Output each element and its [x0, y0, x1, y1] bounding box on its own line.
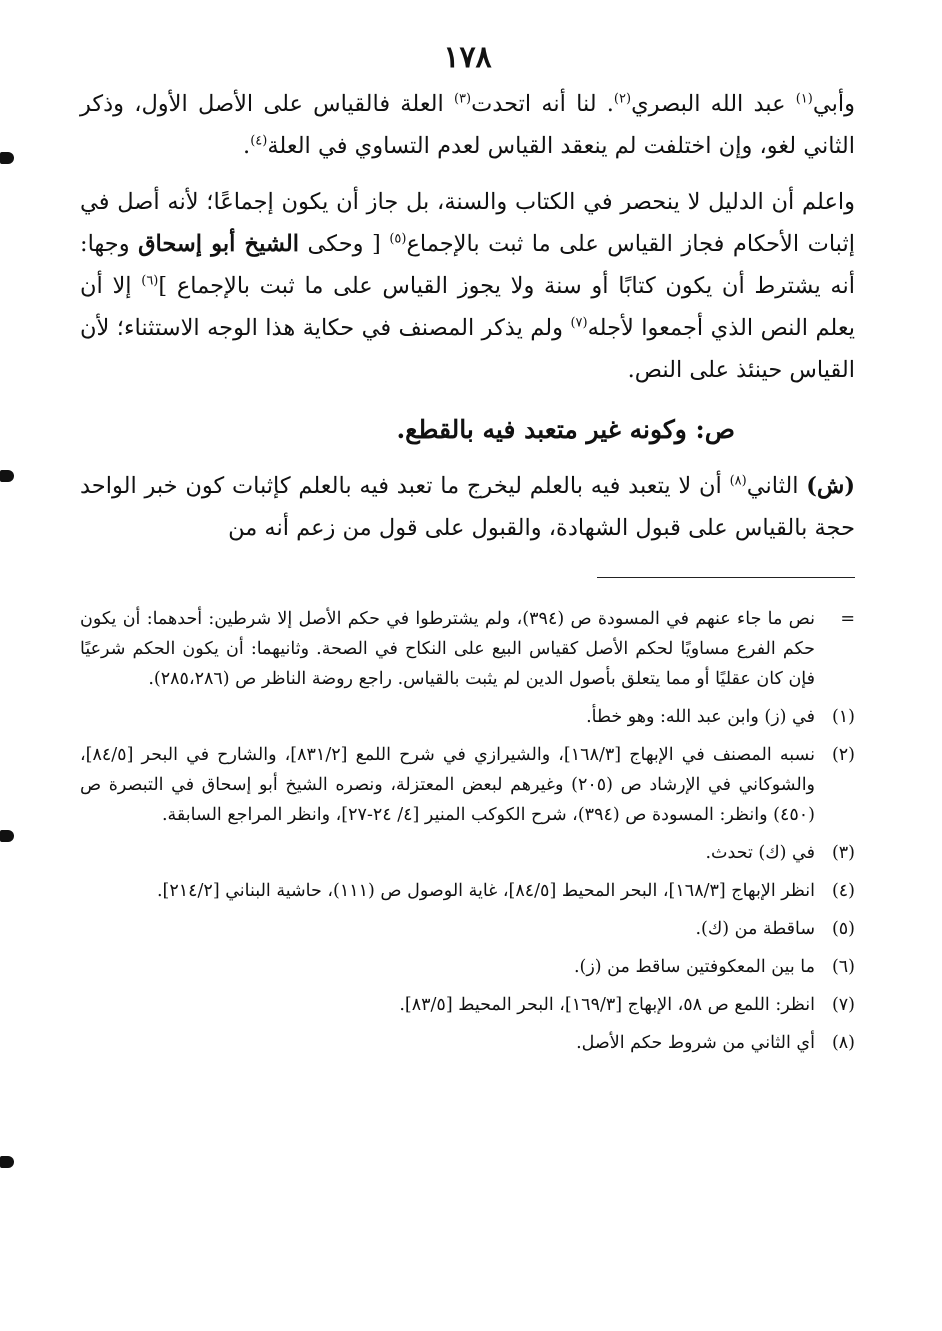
footnote-text: أي الثاني من شروط حكم الأصل. [576, 1033, 815, 1053]
text-run: العلة فالقياس على الأصل الأول، وذكر الثاني لغو، وإن اختلفت لم ينعقد القياس لعدم التساوي في العلة [80, 91, 855, 159]
text-run: واعلم أن الدليل لا ينحصر في الكتاب والسنة، بل جاز أن يكون إجماعًا؛ لأنه أصل في إثبات الأحكام فجاز القياس على ما ثبت بالإجماع [80, 189, 855, 257]
text-run: عبد الله البصري [631, 91, 796, 117]
footnote-ref[interactable]: (٨) [729, 473, 747, 489]
footnote-number: (٥) [831, 919, 855, 939]
footnote-text: نص ما جاء عنهم في المسودة ص (٣٩٤)، ولم يشترطوا في حكم الأصل إلا شرطين: أحدهما: أن يكون حكم الفرع مساويًا لحكم الأصل كقياس البيع على النكاح في الصحة. وثانيهما: أن يكون الحكم شرعيًا فإن كان عقليًا أو مما يتعلق بأصول الدين لم يثبت بالقياس. راجع روضة الناظر ص (٢٨٥،٢٨٦). [80, 609, 815, 689]
footnote-text: انظر: اللمع ص ٥٨، الإبهاج [١٦٩/٣]، البحر المحيط [٨٣/٥]. [399, 995, 815, 1015]
footnote-ref[interactable]: (٥) [389, 231, 407, 247]
text-run: [ وحكى [299, 231, 390, 257]
body-paragraph-2 [80, 181, 855, 391]
footnote-ref[interactable]: (٣) [453, 91, 472, 107]
text-run: وجها: أنه يشترط أن يكون كتابًا أو سنة ولا يجوز القياس على ما ثبت بالإجماع ] [80, 231, 855, 299]
footnote-item [80, 914, 855, 944]
scan-edge-mark [0, 470, 14, 482]
footnote-ref[interactable]: (١) [795, 91, 813, 107]
scan-edge-mark [0, 830, 14, 842]
footnote-ref[interactable]: (٦) [141, 273, 159, 289]
continuation-marker: = [840, 609, 855, 629]
footnote-ref[interactable]: (٤) [250, 133, 268, 149]
bold-name: الشيخ أبو إسحاق [138, 231, 300, 257]
section-heading: ص: وكونه غير متعبد فيه بالقطع. [396, 415, 735, 444]
scan-edge-mark [0, 1156, 14, 1168]
text-run: ولم يذكر المصنف في حكاية هذا الوجه الاستثناء؛ لأن القياس حينئذ على النص. [80, 315, 855, 383]
footnote-item [80, 838, 855, 868]
body-paragraph-1 [80, 83, 855, 167]
footnote-text: ما بين المعكوفتين ساقط من (ز). [573, 957, 815, 977]
footnote-text: نسبه المصنف في الإبهاج [١٦٨/٣]، والشيرازي في شرح اللمع [٨٣١/٢]، والشارح في البحر [٨٤/٥]، والشوكاني في الإرشاد ص (٢٠٥) وغيرهم لبعض المعتزلة، ونصره الشيخ أبو إسحاق في التبصرة ص (٤٥٠) وانظر: المسودة ص (٣٩٤)، شرح الكوكب المنير [٤/ ٢٤-٢٧]، وانظر المراجع السابقة. [80, 745, 816, 825]
footnote-number: (٧) [831, 995, 855, 1015]
footnote-text: في (ز) وابن عبد الله: وهو خطأ. [586, 707, 815, 727]
footnote-divider [597, 577, 855, 578]
body-paragraph-3 [80, 465, 855, 549]
footnote-item [80, 702, 855, 732]
footnote-number: (٤) [831, 881, 855, 901]
footnote-item [80, 740, 855, 830]
footnotes [80, 604, 855, 1058]
footnote-number: (١) [831, 707, 855, 727]
footnote-number: (٣) [831, 843, 855, 863]
scan-edge-mark [0, 152, 14, 164]
bold-label: (ش) [806, 473, 855, 499]
footnote-item [80, 876, 855, 906]
footnote-number: (٢) [831, 745, 855, 765]
footnote-text: ساقطة من (ك). [695, 919, 815, 939]
book-page [80, 40, 855, 1066]
footnote-ref[interactable]: (٢) [613, 91, 632, 107]
text-run: أن لا يتعبد فيه بالعلم ليخرج ما تعبد فيه بالعلم كإثبات كون خبر الواحد حجة بالقياس على قبول الشهادة، والقبول على قول من زعم أنه من [80, 473, 855, 541]
footnote-continuation [80, 604, 855, 694]
footnote-ref[interactable]: (٧) [570, 315, 588, 331]
text-run: الثاني [746, 473, 807, 499]
page-number: ١٧٨ [443, 40, 492, 75]
footnote-text: في (ك) تحدث. [705, 843, 815, 863]
text-run: . [243, 133, 251, 159]
footnote-number: (٦) [831, 957, 855, 977]
footnote-text: انظر الإبهاج [١٦٨/٣]، البحر المحيط [٨٤/٥]، غاية الوصول ص (١١١)، حاشية البناني [٢١٤/٢]. [156, 881, 815, 901]
text-run: إلا أن يعلم النص الذي أجمعوا لأجله [80, 273, 855, 341]
text-run: وأبي [812, 91, 855, 117]
text-run: . لنا أنه اتحدت [471, 91, 614, 117]
footnote-number: (٨) [831, 1033, 855, 1053]
footnote-item [80, 1028, 855, 1058]
footnote-item [80, 952, 855, 982]
footnote-item [80, 990, 855, 1020]
